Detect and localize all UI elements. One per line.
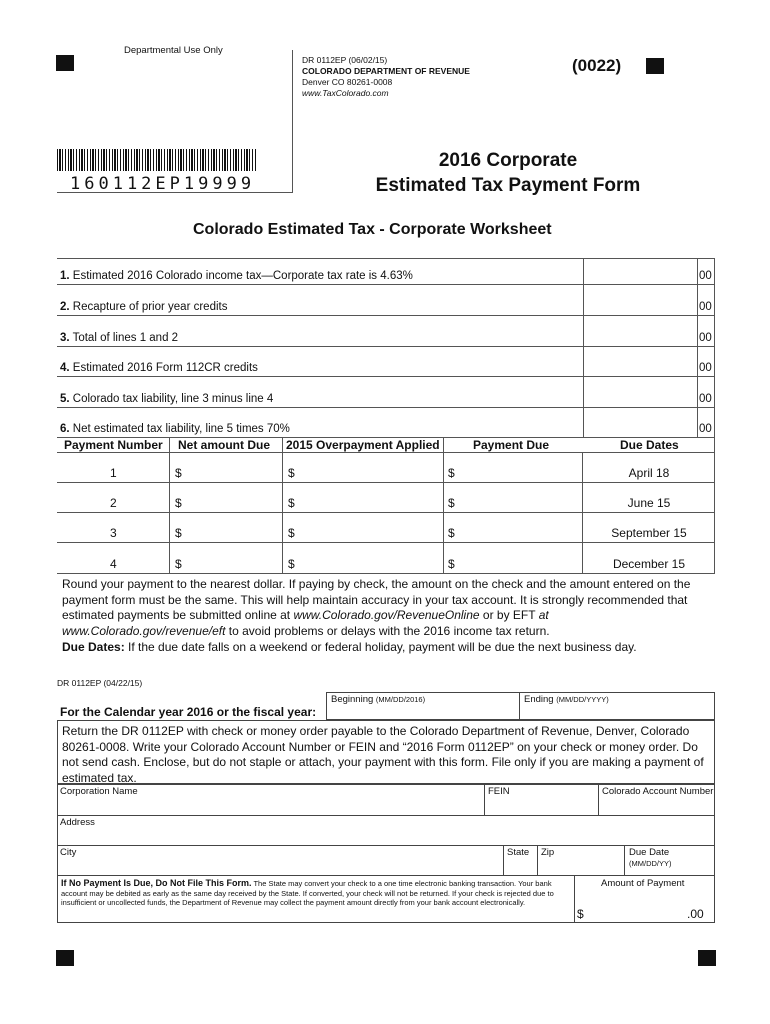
col-header-payment-due: Payment Due (473, 438, 550, 452)
worksheet-line-4-cents: 00 (699, 362, 712, 374)
instructions-paragraph: Round your payment to the nearest dollar. If paying by check, the amount on the check and the amount entered on the payment form must be the same. This will help maintain accuracy in your tax account. It is strongly recommended that estimated payments be submitted online at www.Colorado.gov/RevenueOnline or by EFT at www.Colorado.gov/revenue/eft to avoid problems or delays with the 2016 income tax return. (62, 577, 691, 638)
zip-label: Zip (541, 847, 555, 858)
registration-mark-top-left (56, 55, 74, 71)
payment-row-1-net: $ (175, 466, 182, 480)
payment-header-rule (57, 452, 715, 453)
payment-row-2-number: 2 (110, 496, 117, 510)
worksheet-line-5-cents: 00 (699, 393, 712, 405)
payment-rule-3 (57, 542, 715, 543)
ending-date-field[interactable] (519, 692, 715, 720)
worksheet-rule-3 (57, 346, 715, 347)
state-label: State (507, 847, 530, 858)
revenue-online-link: www.Colorado.gov/RevenueOnline (293, 608, 480, 622)
city-field[interactable] (57, 845, 504, 876)
col-header-net-amount: Net amount Due (178, 438, 271, 452)
worksheet-rule-1 (57, 284, 715, 285)
payment-row-1-overpay: $ (288, 466, 295, 480)
city-label: City (60, 847, 77, 858)
beginning-label: Beginning (MM/DD/2016) (331, 694, 426, 705)
worksheet-rule-4 (57, 376, 715, 377)
fein-field[interactable] (484, 784, 599, 816)
worksheet-line-4: 4. Estimated 2016 Form 112CR credits (60, 362, 258, 374)
registration-mark-bottom-left (56, 950, 74, 966)
amount-of-payment-field[interactable] (574, 875, 715, 923)
agency-address: Denver CO 80261-0008 (302, 77, 393, 87)
col-header-overpayment: 2015 Overpayment Applied (286, 438, 440, 452)
payment-row-4-date: December 15 (612, 557, 686, 571)
payment-rule-4 (57, 573, 715, 574)
worksheet-right-border (714, 258, 715, 438)
corporation-name-label: Corporation Name (60, 786, 138, 797)
ending-label: Ending (MM/DD/YYYY) (524, 694, 609, 705)
payment-row-1-due: $ (448, 466, 455, 480)
agency-name: COLORADO DEPARTMENT OF REVENUE (302, 66, 470, 76)
state-field[interactable] (503, 845, 538, 876)
worksheet-line-3: 3. Total of lines 1 and 2 (60, 332, 179, 344)
payment-row-4-net: $ (175, 557, 182, 571)
payment-rule-2 (57, 512, 715, 513)
payment-row-4-overpay: $ (288, 557, 295, 571)
worksheet-rule-5 (57, 407, 715, 408)
worksheet-line-6-cents: 00 (699, 423, 712, 435)
agency-website: www.TaxColorado.com (302, 88, 389, 98)
worksheet-line-5: 5. Colorado tax liability, line 3 minus line 4 (60, 393, 274, 405)
barcode-text: 160112EP19999 (70, 174, 256, 194)
payment-row-3-date: September 15 (611, 526, 687, 540)
worksheet-line-2-cents: 00 (699, 301, 712, 313)
payment-row-2-overpay: $ (288, 496, 295, 510)
amount-cents: .00 (687, 907, 704, 921)
payment-col-divider-3 (443, 437, 444, 574)
worksheet-top-rule (57, 258, 715, 259)
payment-row-3-net: $ (175, 526, 182, 540)
departmental-use-label: Departmental Use Only (124, 45, 223, 56)
payment-right-border (714, 437, 715, 574)
due-date-field[interactable] (624, 845, 715, 876)
due-dates-note: Due Dates: If the due date falls on a weekend or federal holiday, payment will be due the next business day. (62, 640, 637, 654)
no-payment-notice: If No Payment Is Due, Do Not File This Form. The State may convert your check to a one time electronic banking transaction. Your bank account may be debited as early as the same day received by the State. If converted, your check will not be returned. If your check is rejected due to insufficient or uncollected funds, the Department of Revenue may collect the payment amount directly from your bank account electronically. (61, 878, 554, 907)
registration-mark-top-right (646, 58, 664, 74)
payment-row-1-date: April 18 (628, 466, 670, 480)
corporation-name-field[interactable] (57, 784, 485, 816)
payment-row-2-due: $ (448, 496, 455, 510)
header-divider-vertical (292, 50, 293, 192)
eft-link: at www.Colorado.gov/revenue/eft (62, 608, 549, 638)
payment-rule-1 (57, 482, 715, 483)
form-title-line2: Estimated Tax Payment Form (375, 175, 641, 196)
worksheet-line-6: 6. Net estimated tax liability, line 5 times 70% (60, 423, 290, 435)
payment-row-3-overpay: $ (288, 526, 295, 540)
worksheet-rule-2 (57, 315, 715, 316)
worksheet-line-1: 1. Estimated 2016 Colorado income tax—Corporate tax rate is 4.63% (60, 270, 413, 282)
payment-col-divider-1 (169, 437, 170, 574)
worksheet-title: Colorado Estimated Tax - Corporate Worksheet (193, 221, 552, 238)
fein-label: FEIN (488, 786, 510, 797)
voucher-form-code: DR 0112EP (04/22/15) (57, 678, 143, 688)
payment-row-4-due: $ (448, 557, 455, 571)
return-instructions-text: Return the DR 0112EP with check or money order payable to the Colorado Department of Revenue, Denver, Colorado 80261-0008. Write your Colorado Account Number or FEIN and “2016 Form 0112EP” on your check or money order. Do not send cash. Enclose, but do not staple or attach, your payment with this form. File only if you are making a payment of estimated tax. (62, 724, 704, 785)
amount-of-payment-label: Amount of Payment (601, 878, 685, 889)
col-header-due-dates: Due Dates (620, 438, 679, 452)
col-header-payment-number: Payment Number (64, 438, 163, 452)
form-code: DR 0112EP (06/02/15) (302, 55, 388, 65)
payment-row-4-number: 4 (110, 557, 117, 571)
registration-mark-bottom-right (698, 950, 716, 966)
payment-col-divider-4 (582, 452, 583, 574)
zip-field[interactable] (537, 845, 625, 876)
beginning-date-field[interactable] (326, 692, 520, 720)
worksheet-line-2: 2. Recapture of prior year credits (60, 301, 228, 313)
due-date-label: Due Date (MM/DD/YY) (629, 847, 672, 868)
payment-row-1-number: 1 (110, 466, 117, 480)
payment-row-2-date: June 15 (627, 496, 671, 510)
worksheet-amount-col-left (583, 258, 584, 438)
barcode (57, 149, 257, 171)
payment-row-2-net: $ (175, 496, 182, 510)
worksheet-line-1-cents: 00 (699, 270, 712, 282)
form-title-line1: 2016 Corporate (438, 150, 578, 171)
worksheet-line-3-cents: 00 (699, 332, 712, 344)
account-number-label: Colorado Account Number (602, 786, 714, 797)
payment-row-3-due: $ (448, 526, 455, 540)
address-field[interactable] (57, 815, 715, 846)
account-number-field[interactable] (598, 784, 715, 816)
payment-col-divider-2 (282, 437, 283, 574)
address-label: Address (60, 817, 95, 828)
worksheet-amount-col-right (697, 258, 698, 438)
payment-row-3-number: 3 (110, 526, 117, 540)
page-code: (0022) (572, 56, 622, 75)
amount-dollar-sign: $ (577, 907, 584, 921)
calendar-year-label: For the Calendar year 2016 or the fiscal year: (60, 705, 317, 719)
